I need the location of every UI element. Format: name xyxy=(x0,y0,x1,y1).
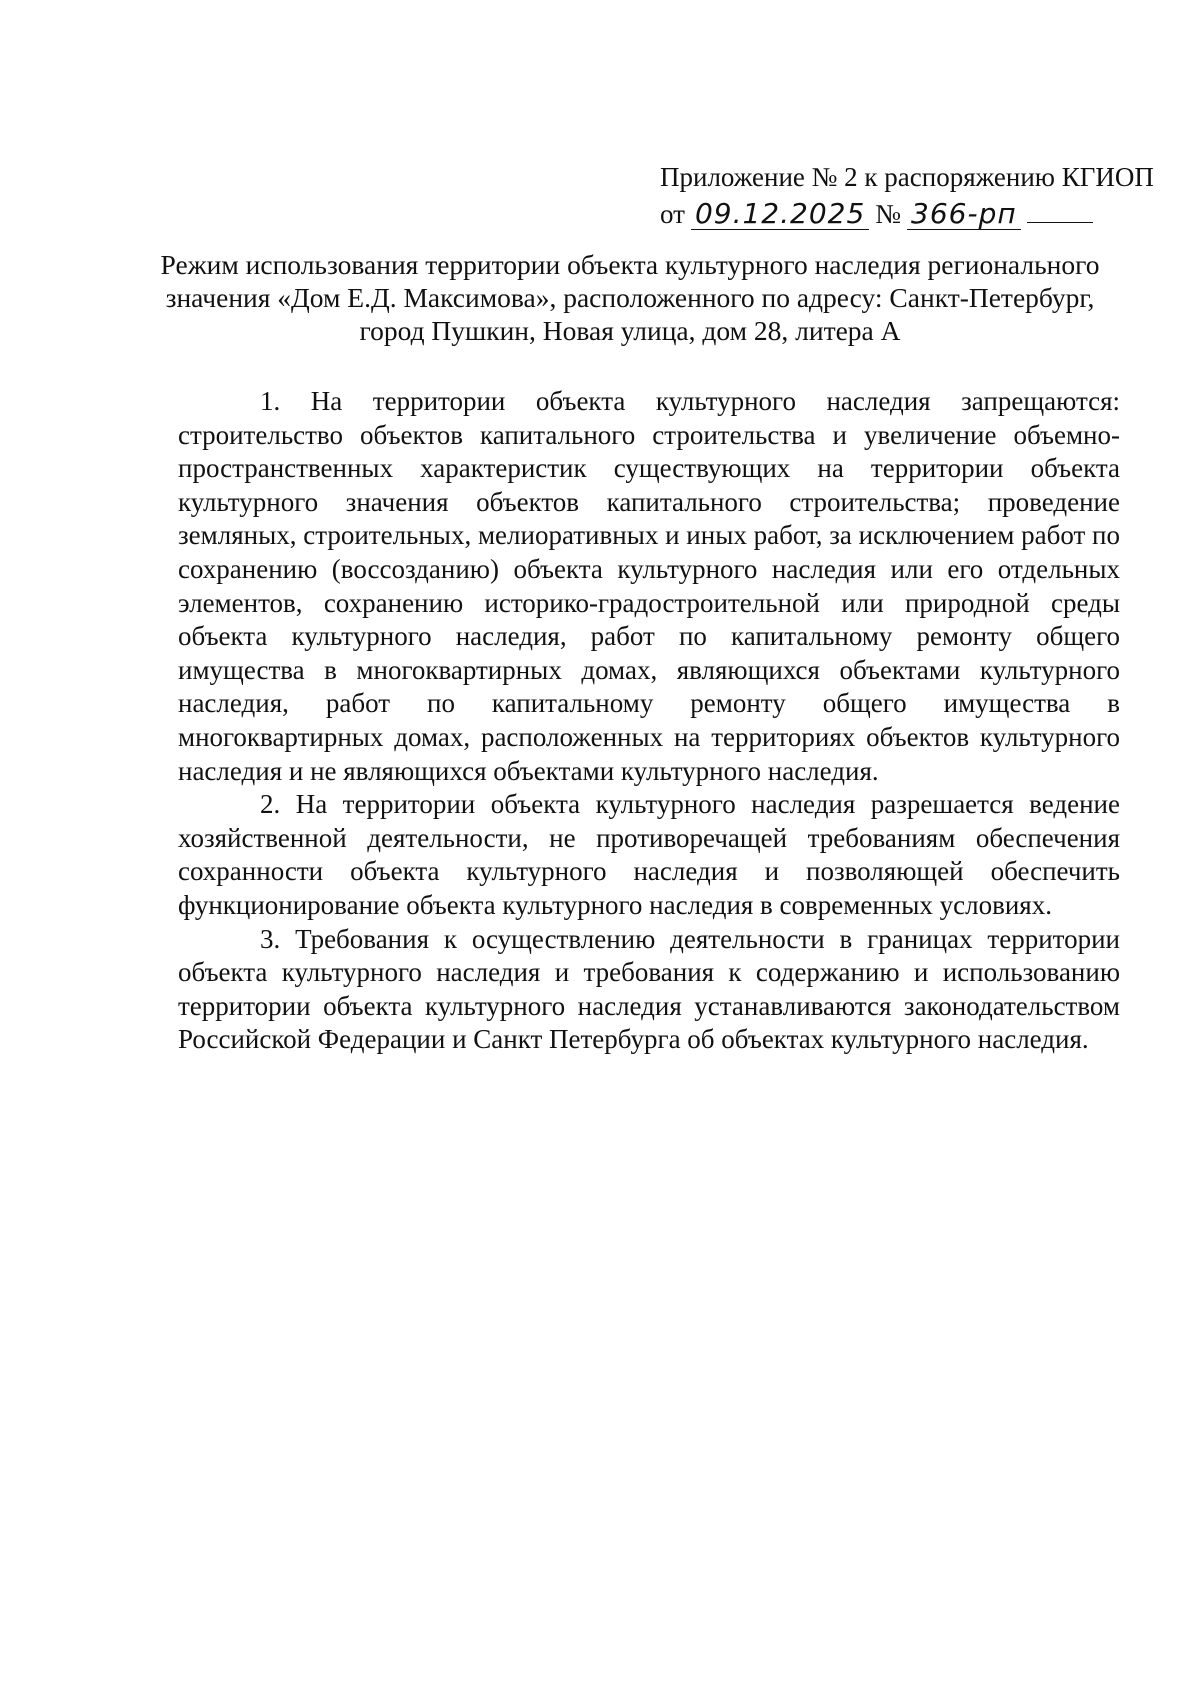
from-label: от xyxy=(660,199,685,229)
title-line-3: город Пушкин, Новая улица, дом 28, литера А xyxy=(359,315,901,346)
paragraph-2-permitted-activity: 2. На территории объекта культурного наследия разрешается ведение хозяйственной деятельности, не противоречащей требованиям обеспечения сохранности объекта культурного наследия и позволяющей обеспечить функционирование объекта культурного наследия в современных условиях. xyxy=(178,789,1120,920)
title-line-2: значения «Дом Е.Д. Максимова», расположенного по адресу: Санкт-Петербург, xyxy=(165,282,1095,313)
paragraph-3-requirements: 3. Требования к осуществлению деятельности в границах территории объекта культурного наследия и требования к содержанию и использованию территории объекта культурного наследия устанавливаются законодательством Российской Федерации и Санкт Петербурга об объектах культурного наследия. xyxy=(178,923,1120,1055)
signature-underline xyxy=(1027,194,1093,223)
handwritten-order-number: 366-рп xyxy=(907,199,1021,230)
appendix-header xyxy=(660,160,1154,231)
document-body xyxy=(178,385,1120,1057)
order-date-number-line xyxy=(660,194,1120,231)
title-line-1: Режим использования территории объекта культурного наследия регионального xyxy=(160,249,1100,280)
number-sign: № xyxy=(875,199,902,229)
document-title xyxy=(150,248,1110,347)
handwritten-date: 09.12.2025 xyxy=(691,199,869,230)
appendix-reference: Приложение № 2 к распоряжению КГИОП xyxy=(660,162,1154,192)
paragraph-1-prohibitions: 1. На территории объекта культурного наследия запрещаются: строительство объектов капитального строительства и увеличение объемно-пространственных характеристик существующих на территории объекта культурного значения объектов капитального строительства; проведение земляных, строительных, мелиоративных и иных работ, за исключением работ по сохранению (воссозданию) объекта культурного наследия или его отдельных элементов, сохранению историко-градостроительной или природной среды объекта культурного наследия, работ по капитальному ремонту общего имущества в многоквартирных домах, являющихся объектами культурного наследия, работ по капитальному ремонту общего имущества в многоквартирных домах, расположенных на территориях объектов культурного наследия и не являющихся объектами культурного наследия. xyxy=(178,386,1120,786)
